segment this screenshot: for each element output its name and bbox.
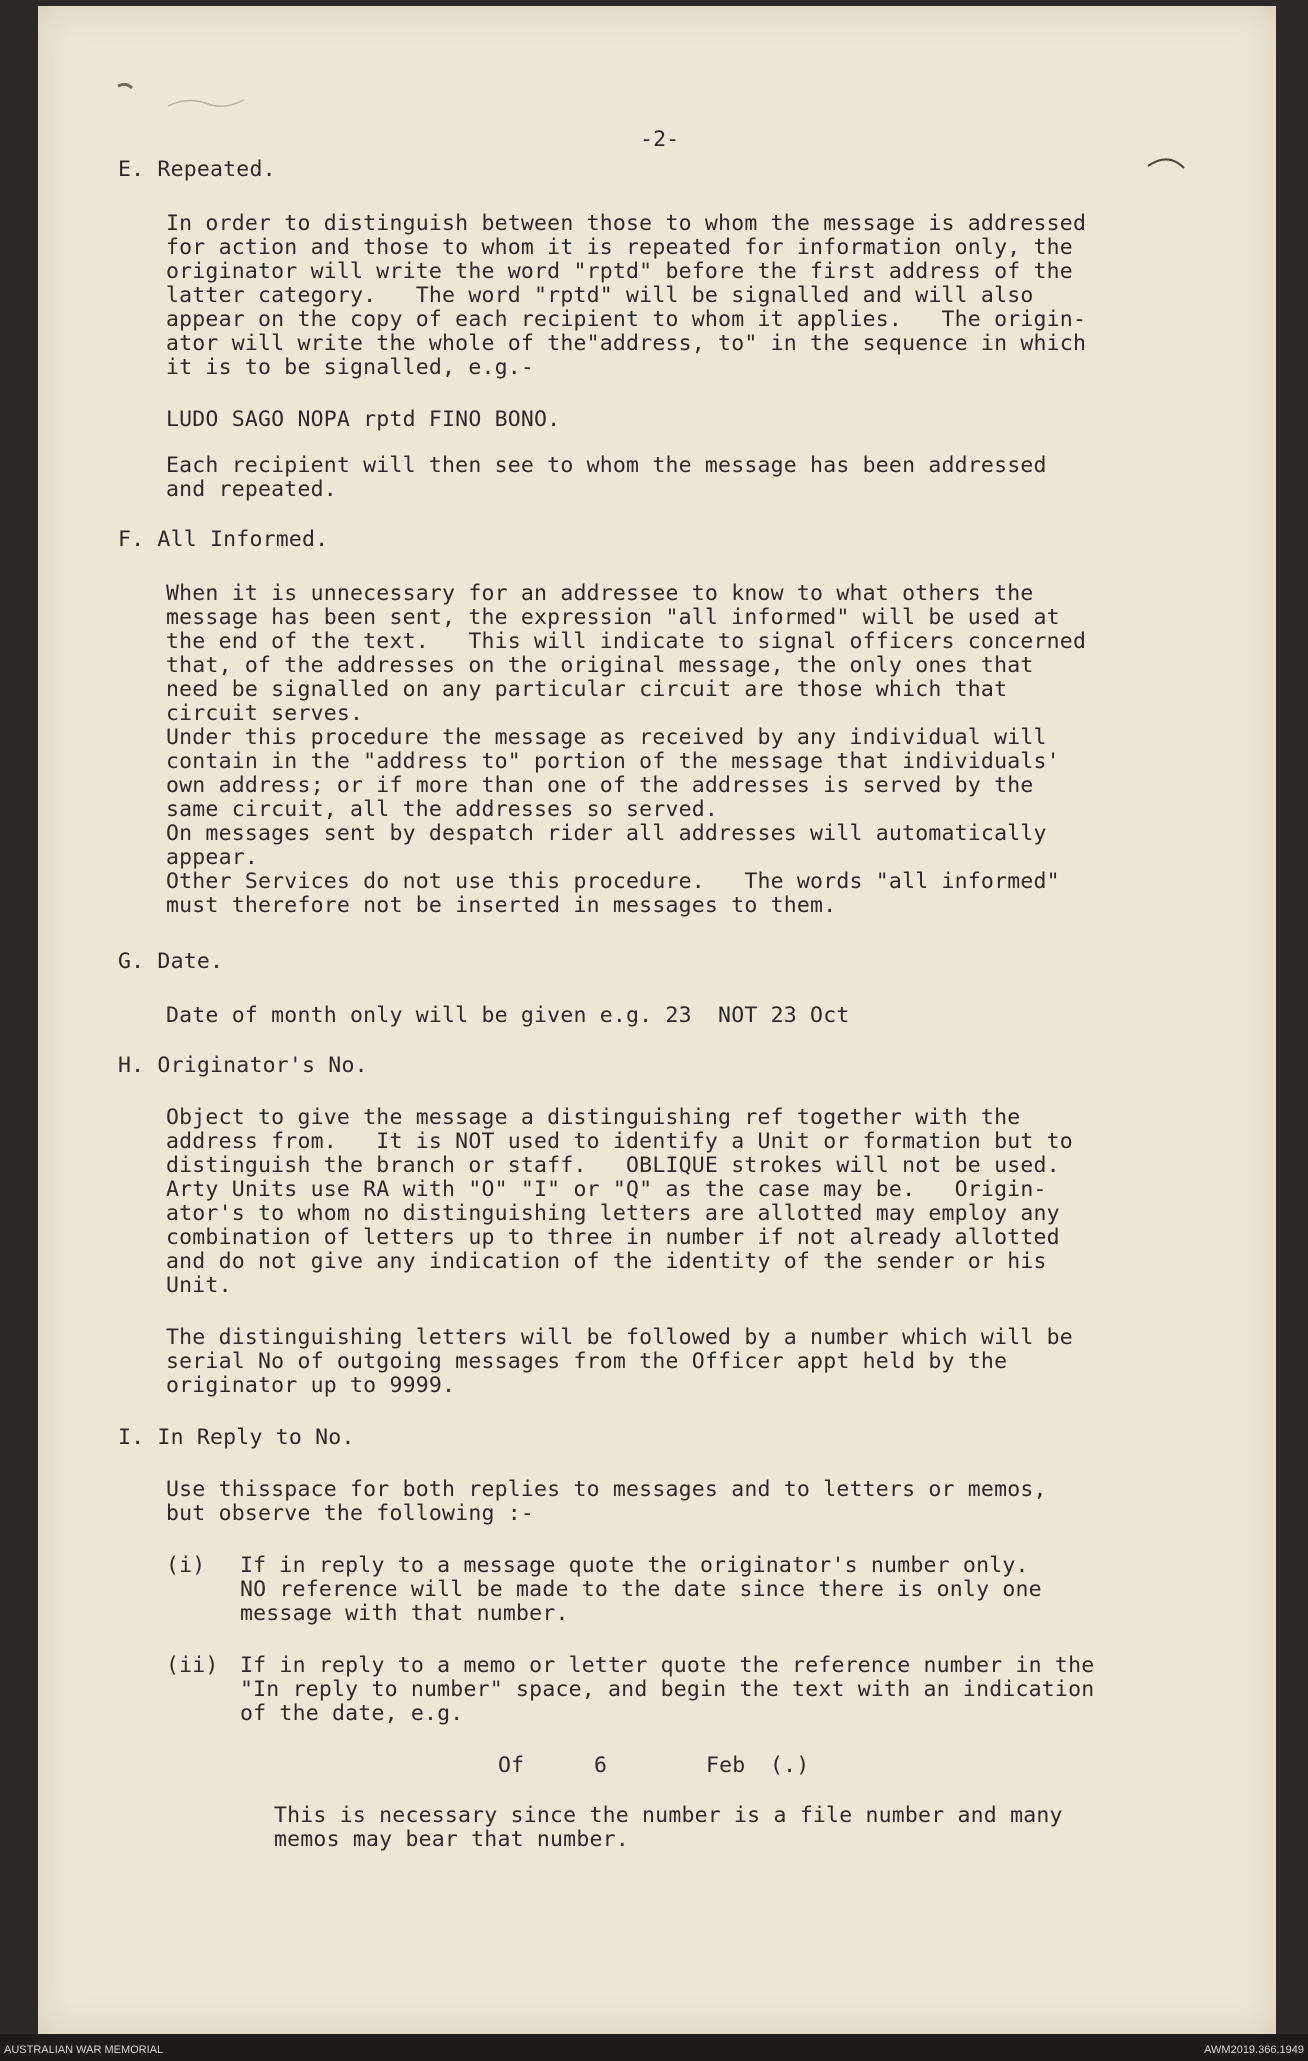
section-h-line: Arty Units use RA with "O" "I" or "Q" as the case may be. Origin-: [166, 1177, 1047, 1202]
section-e-example: LUDO SAGO NOPA rptd FINO BONO.: [166, 407, 561, 432]
section-f-line: own address; or if more than one of the addresses is served by the: [166, 773, 1034, 798]
section-f-line: the end of the text. This will indicate to signal officers concerned: [166, 629, 1087, 654]
list-item-line: of the date, e.g.: [240, 1701, 464, 1726]
section-h-line: ator's to whom no distinguishing letters are allotted may employ any: [166, 1201, 1060, 1226]
section-h-line: originator up to 9999.: [166, 1373, 456, 1398]
footer-institution: AUSTRALIAN WAR MEMORIAL: [4, 2044, 164, 2056]
date-example-day: 6: [594, 1753, 608, 1778]
section-f-line: When it is unnecessary for an addressee to know to what others the: [166, 581, 1034, 606]
section-h-line: address from. It is NOT used to identify a Unit or formation but to: [166, 1129, 1073, 1154]
list-item-line: message with that number.: [240, 1601, 569, 1626]
section-f-line: need be signalled on any particular circuit are those which that: [166, 677, 1008, 702]
page-number: -2-: [640, 127, 680, 152]
section-f-line: Under this procedure the message as received by any individual will: [166, 725, 1047, 750]
section-h-line: and do not give any indication of the identity of the sender or his: [166, 1249, 1047, 1274]
section-i-line: but observe the following :-: [166, 1501, 535, 1526]
section-e-line: In order to distinguish between those to whom the message is addressed: [166, 211, 1087, 236]
footer-accession-number: AWM2019.366.1949: [1204, 2044, 1304, 2056]
list-item-number: (i): [166, 1553, 206, 1578]
section-h-line: Object to give the message a distinguishing ref together with the: [166, 1105, 1021, 1130]
section-h-line: serial No of outgoing messages from the Officer appt held by the: [166, 1349, 1008, 1374]
section-e-line: originator will write the word "rptd" before the first address of the: [166, 259, 1073, 284]
closing-line: memos may bear that number.: [274, 1827, 629, 1852]
section-f-heading: F. All Informed.: [118, 527, 329, 552]
section-f-line: that, of the addresses on the original message, the only ones that: [166, 653, 1034, 678]
section-f-line: On messages sent by despatch rider all addresses will automatically: [166, 821, 1047, 846]
section-i-line: Use thisspace for both replies to messages and to letters or memos,: [166, 1477, 1047, 1502]
section-i-heading: I. In Reply to No.: [118, 1425, 355, 1450]
list-item-line: NO reference will be made to the date since there is only one: [240, 1577, 1042, 1602]
section-g-heading: G. Date.: [118, 949, 224, 974]
section-e-line: latter category. The word "rptd" will be signalled and will also: [166, 283, 1034, 308]
section-h-heading: H. Originator's No.: [118, 1053, 368, 1078]
list-item-line: "In reply to number" space, and begin the text with an indication: [240, 1677, 1095, 1702]
section-e-line: and repeated.: [166, 477, 337, 502]
section-f-line: appear.: [166, 845, 259, 870]
list-item-line: If in reply to a message quote the originator's number only.: [240, 1553, 1029, 1578]
list-item-number: (ii): [166, 1653, 219, 1678]
section-f-line: contain in the "address to" portion of the message that individuals': [166, 749, 1060, 774]
archive-footer: [0, 2034, 1308, 2061]
section-g-line: Date of month only will be given e.g. 23 NOT 23 Oct: [166, 1003, 850, 1028]
section-e-heading: E. Repeated.: [118, 157, 276, 182]
section-h-line: distinguish the branch or staff. OBLIQUE strokes will not be used.: [166, 1153, 1060, 1178]
section-h-line: The distinguishing letters will be followed by a number which will be: [166, 1325, 1073, 1350]
section-e-line: appear on the copy of each recipient to whom it applies. The origin-: [166, 307, 1087, 332]
section-f-line: message has been sent, the expression "all informed" will be used at: [166, 605, 1060, 630]
closing-line: This is necessary since the number is a file number and many: [274, 1803, 1063, 1828]
list-item-line: If in reply to a memo or letter quote the reference number in the: [240, 1653, 1095, 1678]
section-f-line: same circuit, all the addresses so served.: [166, 797, 719, 822]
section-e-line: for action and those to whom it is repeated for information only, the: [166, 235, 1073, 260]
date-example-mark: (.): [770, 1753, 810, 1778]
section-f-line: must therefore not be inserted in messages to them.: [166, 893, 837, 918]
date-example-of: Of: [498, 1753, 525, 1778]
section-h-line: combination of letters up to three in number if not already allotted: [166, 1225, 1060, 1250]
date-example-month: Feb: [706, 1753, 746, 1778]
section-e-line: Each recipient will then see to whom the message has been addressed: [166, 453, 1047, 478]
section-e-line: it is to be signalled, e.g.-: [166, 355, 535, 380]
section-f-line: Other Services do not use this procedure. The words "all informed": [166, 869, 1060, 894]
section-e-line: ator will write the whole of the"address, to" in the sequence in which: [166, 331, 1087, 356]
section-h-line: Unit.: [166, 1273, 232, 1298]
section-f-line: circuit serves.: [166, 701, 364, 726]
